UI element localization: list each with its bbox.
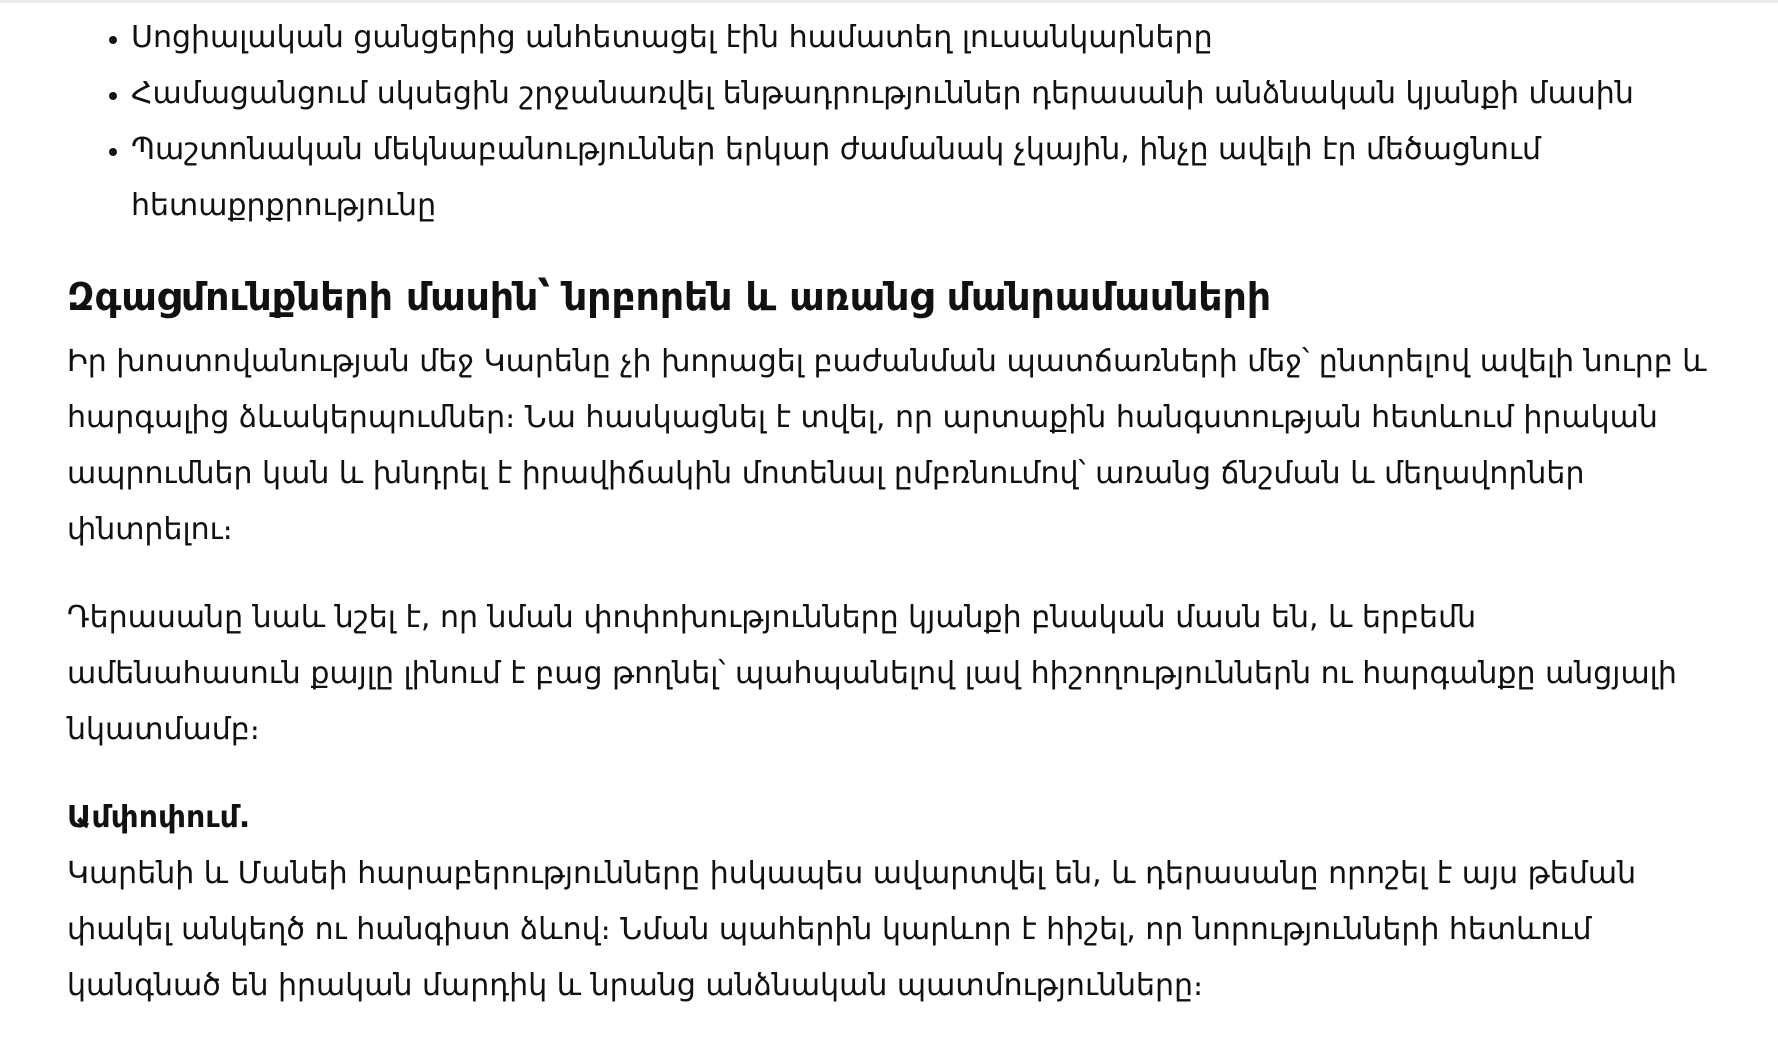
section-heading: Զգացմունքների մասին՝ նրբորեն և առանց մանրամասների <box>67 275 1271 319</box>
list-item: • Պաշտոնական մեկնաբանություններ երկար ժամանակ չկային, ինչը ավելի էր մեծացնում հետաքրքրությունը <box>131 122 1707 234</box>
list-item: • Սոցիալական ցանցերից անհետացել էին համատեղ լուսանկարները <box>131 10 1707 66</box>
paragraph: Իր խոստովանության մեջ Կարենը չի խորացել բաժանման պատճառների մեջ՝ ընտրելով ավելի նուրբ և հարգալից ձևակերպումներ։ Նա հասկացնել է տվել, որ արտաքին հանգստության հետևում իրական ապրումներ կան և խնդրել է իրավիճակին մոտենալ ըմբռնումով՝ առանց ճնշման և մեղավորներ փնտրելու։ <box>67 344 1707 547</box>
article-body <box>67 10 1707 1014</box>
summary-text: Կարենի և Մանեի հարաբերությունները իսկապես ավարտվել են, և դերասանը որոշել է այս թեման փակել անկեղծ ու հանգիստ ձևով։ Նման պահերին կարևոր է հիշել, որ նորությունների հետևում կանգնած են իրական մարդիկ և նրանց անձնական պատմությունները։ <box>67 856 1637 1003</box>
list-item: • Համացանցում սկսեցին շրջանառվել ենթադրություններ դերասանի անձնական կյանքի մասին <box>131 66 1707 122</box>
bullet-list <box>67 10 1707 234</box>
summary-label: Ամփոփում. <box>67 800 251 835</box>
paragraph: Դերասանը նաև նշել է, որ նման փոփոխությունները կյանքի բնական մասն են, և երբեմն ամենահասուն քայլը լինում է բաց թողնել՝ պահպանելով լավ հիշողություններն ու հարգանքը անցյալի նկատմամբ։ <box>67 600 1677 747</box>
top-divider <box>0 0 1778 3</box>
